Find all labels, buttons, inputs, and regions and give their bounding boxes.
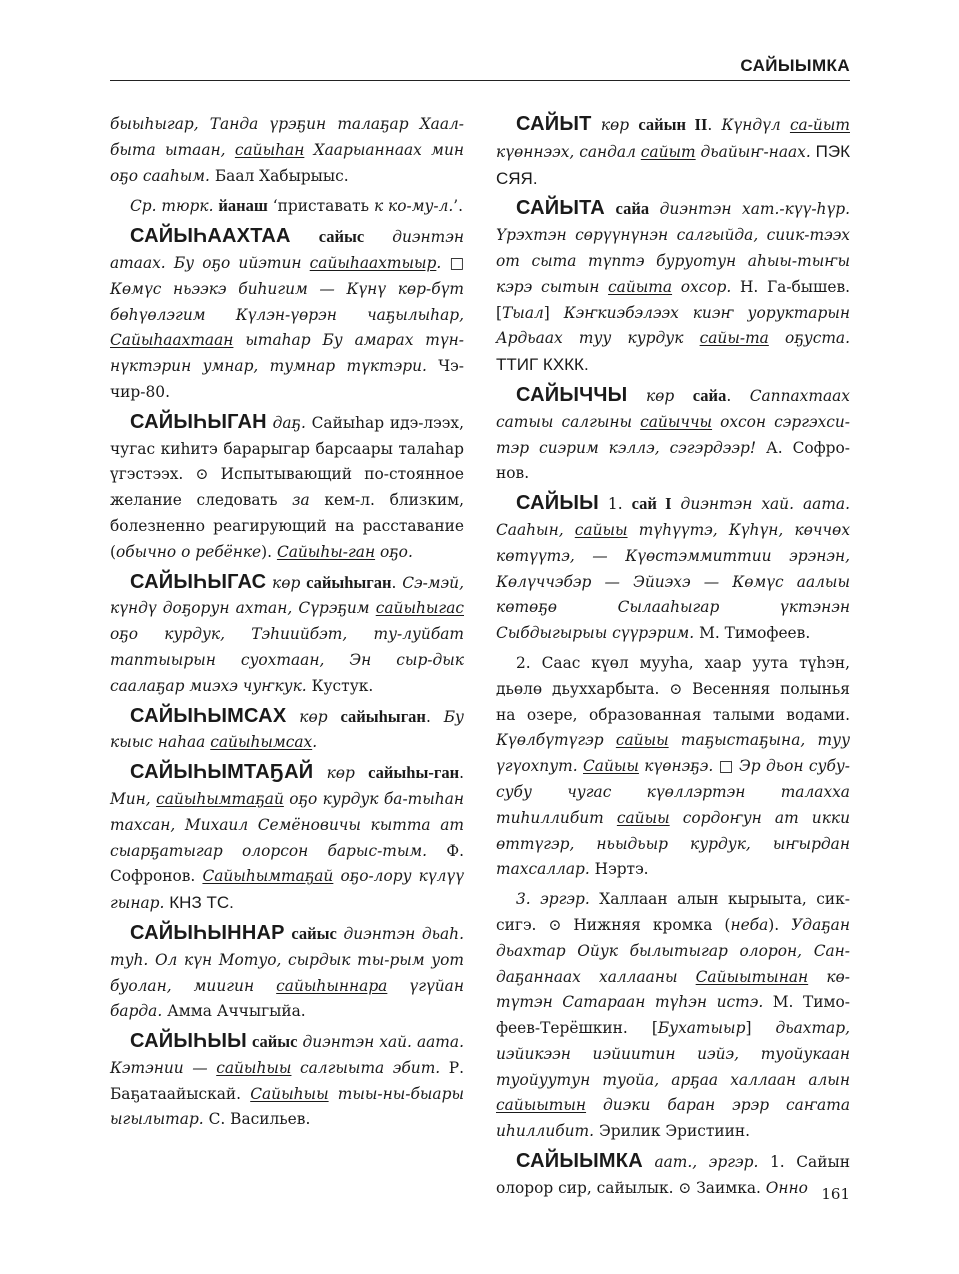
- entry-text: Н. Га-бышев. [: [496, 277, 851, 322]
- entry-text: [674, 387, 693, 405]
- entry-text: ]: [745, 1019, 776, 1038]
- example-text: Удаҕан дьахтар Ойук былытыгар олорон, Сан-даҕаннаах халлааны: [496, 915, 850, 986]
- dictionary-entry: [110, 570, 464, 700]
- headword: САЙЫТА: [516, 197, 605, 220]
- example-text: Эр дьон субу-субу чугас күөллэртэн талахха тиһиллибит: [496, 757, 851, 827]
- example-text: к ко-му-л.: [373, 197, 454, 216]
- headword: САЙЫҺЫМСАХ: [130, 704, 287, 727]
- dictionary-entry: [496, 651, 850, 883]
- example-text: сайыһымтаҕай: [156, 789, 284, 808]
- entry-text: [643, 1153, 655, 1171]
- example-text: сайыһыгас: [375, 599, 464, 618]
- entry-text: [592, 116, 601, 134]
- example-text: сайыһаахтыыр: [309, 253, 437, 272]
- headword: САЙЫЫ: [516, 492, 599, 515]
- example-text: са-йыт: [789, 116, 850, 134]
- example-text: Көмүс ньээкэ биһигим — Күнү көр-бүт бөһүөлэгим Күлэн-үөрэн чаҕылыһар,: [110, 279, 464, 324]
- example-text: көр: [299, 707, 328, 726]
- grammar-ref: сайыһы-ган: [368, 763, 460, 783]
- example-text: көр: [645, 386, 675, 405]
- example-text: Ср. тюрк.: [130, 197, 214, 216]
- entry-text: .: [425, 707, 444, 726]
- example-text: сайыы: [574, 520, 628, 539]
- example-text: Сайыытынан: [695, 967, 809, 986]
- example-text: неба: [730, 915, 769, 934]
- entry-text: Халлаан алын кырыыта, сик-сигэ. ⊙ Нижняя кромка (: [496, 890, 850, 934]
- dictionary-entry: [110, 224, 464, 406]
- source-ref: ПЭК СЯЯ.: [496, 141, 850, 188]
- entry-text: [291, 228, 319, 246]
- example-text: быыһыгар, Танда үрэҕин талаҕар Хаал-быта ытаан,: [110, 115, 464, 159]
- entry-text: □: [441, 253, 464, 272]
- example-text: Онно: [765, 1178, 808, 1197]
- example-text: охсон сэргэхси-тэр сиэрим кэллэ, сэгэрдээр!: [496, 412, 851, 457]
- entry-text: [286, 708, 299, 726]
- entry-text: С. Васильев.: [203, 1110, 311, 1129]
- example-text: Күндүл: [721, 116, 790, 134]
- dictionary-entry: [496, 196, 850, 379]
- grammar-ref: сай I: [631, 494, 672, 514]
- headword: САЙЫҺЫГАС: [130, 570, 267, 593]
- running-header-title: САЙЫЫМКА: [740, 56, 850, 75]
- grammar-ref: сайыс: [318, 227, 365, 247]
- example-text: тыы-ны-быары ыгылытар.: [110, 1084, 464, 1129]
- example-text: Сэ-мэй, күндү доҕорун ахтан, Сүрэҕим: [110, 573, 464, 618]
- example-text: сайыта: [608, 277, 673, 296]
- example-text: сайыһан: [234, 140, 305, 159]
- example-text: көр: [326, 764, 355, 783]
- entry-text: ‘приставать: [267, 197, 374, 216]
- entry-text: .: [707, 116, 722, 134]
- example-text: сайыһыннара: [276, 976, 388, 995]
- example-text: оҕуста.: [768, 329, 850, 348]
- entry-text: .: [391, 573, 403, 592]
- example-text: сайы-та: [699, 329, 769, 348]
- example-text: оҕо.: [375, 542, 413, 561]
- entry-text: Ф. Софронов.: [110, 841, 465, 886]
- example-text: диэнтэн атаах. Бу оҕо ийэтин: [110, 228, 464, 272]
- source-ref: КНЗ ТС.: [169, 893, 234, 913]
- grammar-ref: сайа: [615, 199, 650, 219]
- headword: САЙЫҺААХТАА: [130, 225, 291, 248]
- dictionary-entry: [110, 921, 464, 1025]
- example-text: сайыһыы: [216, 1058, 292, 1077]
- entry-text: Амма Аччыгыйа.: [162, 1002, 306, 1021]
- entry-text: ).: [768, 915, 792, 934]
- example-text: дьахтар, иэйикээн иэйиитин иэйэ, туойукаан туойуутун туойа, арҕаа халлаан алын: [496, 1019, 850, 1089]
- entry-text: .: [726, 386, 750, 405]
- grammar-ref: сайа: [692, 385, 727, 405]
- example-text: күөнэҕэ.: [638, 757, 714, 776]
- example-text: Кэҥкиэбэлээх киэҥ уоруктарын Ардьаах туу курдук: [496, 303, 850, 348]
- example-text: сайыччы: [640, 412, 713, 431]
- example-text: оҕо-лору күлүү гынар.: [110, 867, 465, 913]
- page-number: 161: [821, 1185, 850, 1203]
- example-text: диэнтэн хат.-күү-һүр. Үрэхтэн сөрүүнүнэн салгыйда, сиик-тээх от сыта түптэ буруотун аһыы-тыҥы кэрэ сытын: [496, 200, 850, 296]
- example-text: обычно о ребёнке: [116, 542, 262, 561]
- dictionary-entry: [496, 383, 850, 487]
- example-text: Саппахтаах сатыы салгыны: [496, 386, 850, 431]
- left-column: [110, 112, 464, 1137]
- dictionary-entry: [110, 112, 464, 189]
- example-text: охсор.: [672, 277, 732, 296]
- entry-text: .: [459, 764, 464, 783]
- entry-text: Сайыһар идэ-лээх, чугас киһитэ барарыгар барсаары талаһар үгэстээх. ⊙ Испытывающий по-стоянное желание следовать: [110, 413, 464, 510]
- dictionary-entry: [110, 193, 464, 220]
- entry-text: [629, 116, 638, 134]
- example-text: диэнтэн дьаһ. туһ. Ол күн Мотуо, сырдык ты-рым уот буолан, миигин: [110, 924, 464, 995]
- headword: САЙЫҺЫННАР: [130, 921, 285, 944]
- example-text: ытаһар Бу амарах түн-нүктэрин умнар, тумнар түктэри.: [110, 331, 464, 376]
- example-text: Бухатыыр: [657, 1019, 746, 1038]
- example-text: сайыт: [640, 142, 696, 161]
- dictionary-entry: [496, 491, 850, 647]
- entry-text: Нэртэ.: [589, 860, 649, 879]
- dictionary-entry: [110, 760, 464, 917]
- example-text: Сайыһыы: [250, 1084, 329, 1103]
- running-header: [110, 54, 850, 81]
- example-text: кө-түтэн Сатараан түһэн истэ.: [496, 967, 850, 1012]
- example-text: 3. эргэр.: [516, 890, 590, 909]
- entry-text: Чэ-чир-80.: [110, 357, 465, 401]
- dictionary-entry: [496, 112, 850, 192]
- example-text: диэнтэн хай. аата. Сааһын,: [496, 495, 851, 539]
- headword: САЙЫЧЧЫ: [516, 383, 628, 406]
- entry-text: [313, 764, 326, 782]
- entry-text: А. Софро-нов.: [496, 438, 850, 483]
- example-text: сайыытын: [496, 1096, 587, 1115]
- example-text: көр: [600, 116, 630, 134]
- example-text: аат., эргэр.: [654, 1153, 759, 1172]
- example-text: диэнтэн хай. аата. Кэтэнии —: [110, 1033, 464, 1077]
- example-text: таҕыстаҕына, туу үгүохпут.: [496, 731, 850, 776]
- dictionary-entry: [110, 410, 464, 566]
- example-text: за: [292, 491, 310, 510]
- example-text: оҕо курдук, Тэһиийбэт, ту-луйбат таптыырын суохтаан, Эн сыр-дык саалаҕар миэхэ чуҥкук.: [110, 625, 464, 695]
- grammar-ref: йанаш: [218, 196, 268, 216]
- entry-text: [627, 387, 646, 405]
- example-text: Тыал: [502, 303, 544, 322]
- entry-text: ]: [543, 303, 564, 322]
- right-column: [496, 112, 850, 1206]
- entry-text: Кустук.: [306, 676, 374, 695]
- entry-text: 1. Сайын олорор сир, сайылык. ⊙ Заимка.: [496, 1153, 850, 1197]
- example-text: .: [312, 733, 318, 752]
- example-text: күөннээх, сандал: [496, 142, 641, 161]
- grammar-ref: сайыһыган: [306, 572, 392, 592]
- headword: САЙЫТ: [516, 113, 592, 135]
- entry-text: ’.: [453, 197, 464, 216]
- dictionary-entry: [110, 1029, 464, 1133]
- headword: САЙЫҺЫГАН: [130, 410, 267, 433]
- example-text: сайыы: [616, 808, 670, 827]
- entry-text: [355, 764, 368, 782]
- example-text: салгыыта эбит.: [291, 1058, 441, 1077]
- example-text: сайыһымсах: [210, 733, 313, 752]
- example-text: түһүүтэ, Күһүн, көччөх көтүүтэ, — Күөстэммиттии эрэнэн, Көлүччэбэр — Эйиэхэ — Көмүс аалыы көтөҕө Сылааһыгар үктэнэн Сыбдыгырыы сүүрэрим.: [496, 520, 851, 643]
- example-text: үгүйан барда.: [110, 976, 464, 1021]
- example-text: Сайыһымтаҕай: [202, 867, 334, 886]
- example-text: оҕо курдук ба-тыһан тахсан, Михаил Семёновичы кытта ат сыарҕатыгар олорсон барыс-тым.: [110, 789, 465, 860]
- entry-text: ).: [261, 542, 277, 561]
- source-ref: ТТИГ КХКК.: [496, 355, 589, 375]
- example-text: Хаарыаннаах мин оҕо сааһым.: [110, 140, 464, 185]
- headword: САЙЫҺЫМТАҔАЙ: [130, 761, 314, 784]
- grammar-ref: сайыс: [251, 1032, 298, 1052]
- headword: САЙЫЫМКА: [516, 1150, 643, 1173]
- example-text: Сайыһы-ган: [276, 542, 376, 561]
- grammar-ref: сайыһыган: [340, 706, 426, 726]
- example-text: диэки баран эрэр саҥата иһиллибит.: [496, 1096, 850, 1141]
- entry-text: Эрилик Эристиин.: [594, 1122, 751, 1141]
- entry-text: [605, 200, 616, 218]
- dictionary-entry: [496, 887, 850, 1145]
- example-text: Сайыһаахтаан: [110, 331, 234, 350]
- example-text: Күөлбүтүгэр: [496, 731, 616, 750]
- example-text: даҕ.: [272, 413, 306, 432]
- example-text: Бу кыыс наһаа: [110, 707, 464, 752]
- dictionary-entry: [496, 1149, 850, 1202]
- grammar-ref: сайын II: [638, 115, 708, 134]
- dictionary-entry: [110, 704, 464, 757]
- entry-text: Баал Хабырыыс.: [209, 166, 349, 185]
- entry-text: [328, 708, 341, 726]
- entry-text: □: [713, 757, 740, 776]
- example-text: .: [436, 253, 442, 272]
- example-text: көр: [272, 573, 301, 592]
- example-text: дьайыҥ-наах.: [695, 142, 811, 161]
- example-text: Сайыы: [583, 757, 639, 776]
- grammar-ref: сайыс: [291, 923, 337, 943]
- entry-text: М. Тимо-феев-Терёшкин. [: [496, 993, 850, 1038]
- example-text: сордоҥун ат икки өттүгэр, ньыдьыр курдук, ыҥырдан тахсаллар.: [496, 808, 851, 879]
- entry-text: 1.: [598, 495, 632, 514]
- entry-text: кем-л. близким, болезненно реагирующий на расставание (: [110, 491, 464, 561]
- entry-text: 2. Саас күөл мууһа, хаар уута түһэн, дьөлө дьуххарбыта. ⊙ Весенняя полынья на озере, образованная талыми водами.: [496, 653, 850, 724]
- example-text: сайыы: [615, 731, 669, 750]
- headword: САЙЫҺЫЫ: [130, 1030, 247, 1053]
- entry-text: Р. Баҕатаайыскай.: [110, 1058, 464, 1103]
- entry-text: М. Тимофеев.: [694, 624, 811, 643]
- example-text: Мин,: [110, 789, 157, 808]
